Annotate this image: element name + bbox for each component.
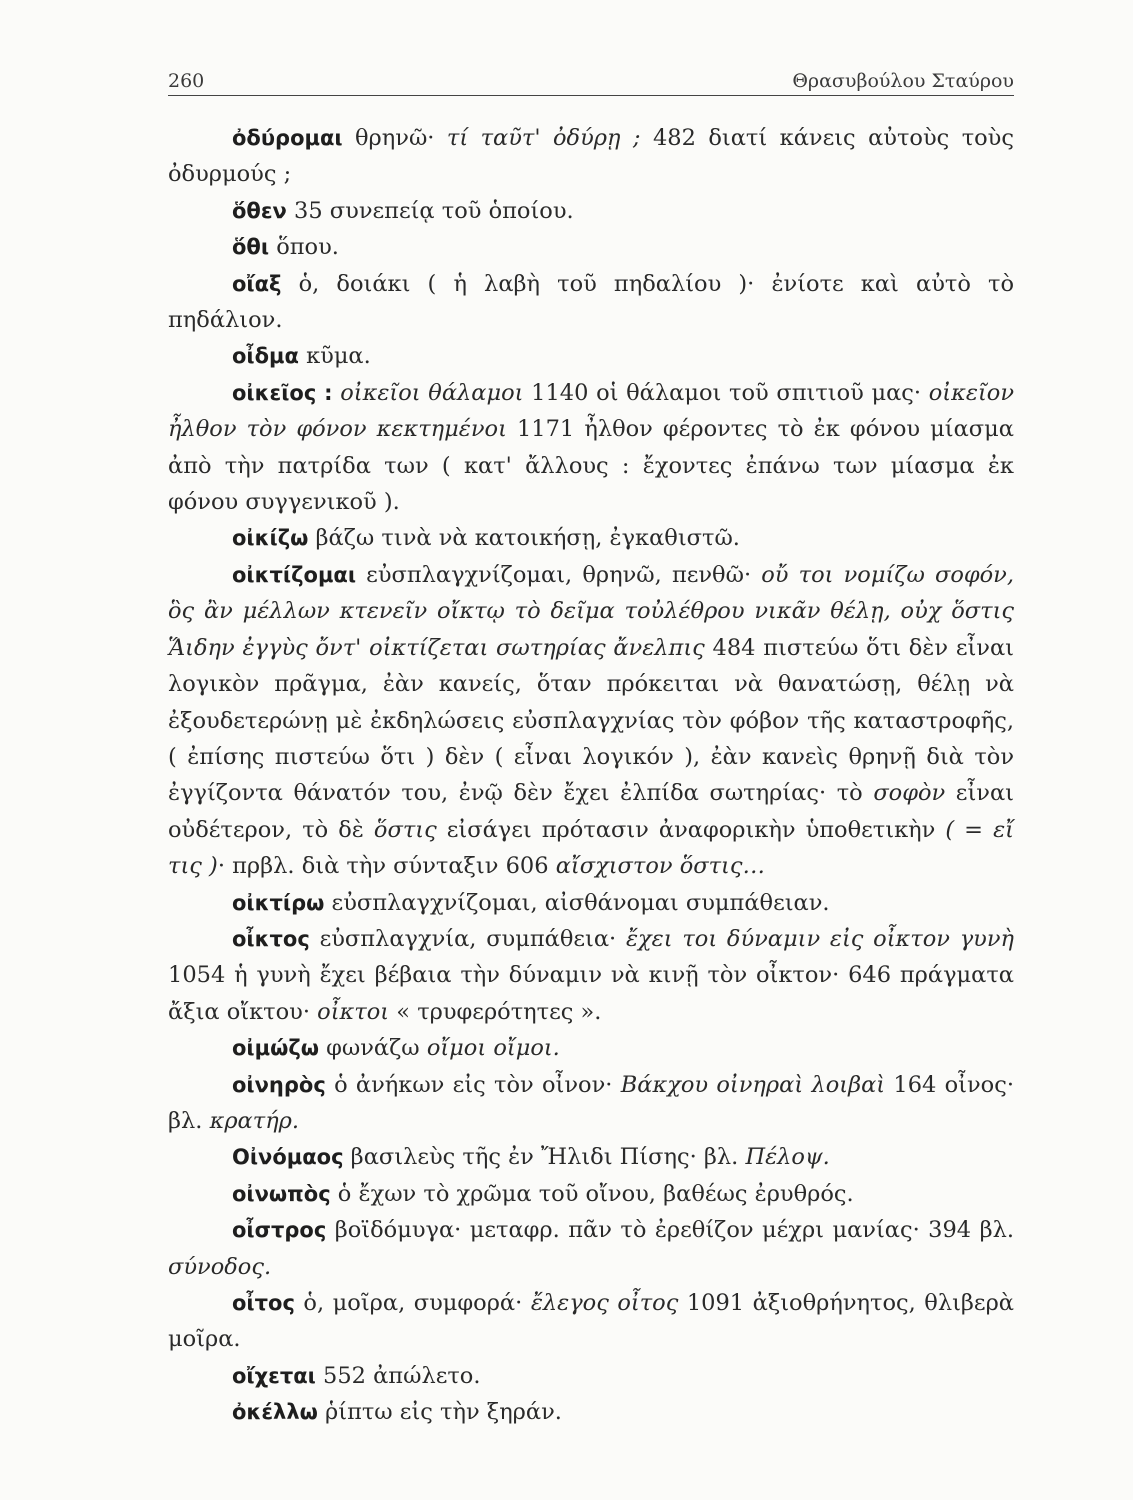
entry-definition: βοϊδόμυγα· μεταφρ. πᾶν τὸ ἐρεθίζον μέχρι μανίας· 394 βλ. <box>326 1217 1014 1244</box>
entry-headword: οἰνηρὸς <box>232 1072 326 1097</box>
glossary-entries <box>168 120 1014 1431</box>
entry-definition: ὁ, δοιάκι ( ἡ λαβὴ τοῦ πηδαλίου )· ἐνίοτε καὶ αὐτὸ τὸ πηδάλιον. <box>168 270 1014 334</box>
glossary-entry <box>168 1358 1014 1394</box>
entry-definition: 1054 ἡ γυνὴ ἔχει βέβαια τὴν δύναμιν νὰ κινῇ τὸν οἶκτον· 646 πράγματα ἄξια οἴκτου· <box>168 962 1014 1025</box>
entry-quotation: αἴσχιστον ὅστις… <box>555 853 765 880</box>
entry-headword: οἰκεῖος : <box>232 380 333 405</box>
glossary-entry <box>168 520 1014 556</box>
entry-headword: οἶδμα <box>232 344 299 369</box>
entry-quotation: ὅστις <box>373 816 437 843</box>
entry-quotation: οἴμοι οἴμοι. <box>426 1035 560 1062</box>
entry-definition: βασιλεὺς τῆς ἐν Ἤλιδι Πίσης· βλ. <box>343 1144 746 1171</box>
entry-quotation: σοφὸν <box>873 780 946 807</box>
entry-definition: εὐσπλαγχνία, συμπάθεια· <box>309 925 626 952</box>
entry-headword: οἶστρος <box>232 1218 327 1243</box>
entry-quotation: Βάκχου οἰνηραὶ λοιβαὶ <box>620 1071 886 1098</box>
entry-definition: « τρυφερότητες ». <box>389 998 602 1025</box>
entry-headword: οἶκτος <box>232 926 310 951</box>
entry-definition: εἰσάγει πρότασιν ἀναφορικὴν ὑποθετικὴν <box>436 816 946 843</box>
entry-definition: ὁ, μοῖρα, συμφορά· <box>294 1290 531 1316</box>
entry-quotation: οἰκεῖον ἦλθον τὸν φόνον κεκτημένοι <box>168 379 1014 443</box>
glossary-entry <box>168 266 1014 339</box>
entry-headword: ὀκέλλω <box>232 1400 318 1425</box>
entry-quotation: οἶκτοι <box>317 998 390 1025</box>
entry-headword: οἶτος <box>232 1291 295 1315</box>
entry-definition: ῥίπτω εἰς τὴν ξηράν. <box>317 1399 562 1426</box>
entry-definition: θρηνῶ· <box>342 125 447 151</box>
header-rule <box>168 95 1014 96</box>
glossary-entry <box>168 1030 1014 1066</box>
entry-headword: οἰκτίζομαι <box>232 562 357 587</box>
entry-definition: 1171 ἦλθον φέροντες τὸ ἐκ φόνου μίασμα ἀπὸ τὴν πατρίδα των ( κατ' ἄλλους : ἔχοντες ἐπάνω των μίασμα ἐκ φόνου συγγενικοῦ ). <box>168 416 1014 516</box>
entry-quotation: οἰκεῖοι θάλαμοι <box>340 379 524 406</box>
entry-definition: 484 πιστεύω ὅτι δὲν εἶναι λογικὸν πρᾶγμα, ἐὰν κανείς, ὅταν πρόκειται νὰ θανατώσῃ, θέλῃ νὰ ἐξουδετερώνῃ μὲ ἐκδηλώσεις εὐσπλαγχνίας τὸν φόβον τῆς καταστροφῆς, ( ἐπίσης πιστεύω ὅτι ) δὲν ( εἶναι λογικόν ), ἐὰν κανεὶς θρηνῇ διὰ τὸν ἐγγίζοντα θάνατόν του, ἐνῷ δὲν ἔχει ἐλπίδα σωτηρίας· τὸ <box>168 634 1014 807</box>
entry-definition: βάζω τινὰ νὰ κατοικήσῃ, ἐγκαθιστῶ. <box>308 525 740 552</box>
glossary-entry <box>168 193 1014 229</box>
entry-definition: 482 διατί κάνεις αὐτοὺς τοὺς ὀδυρμούς ; <box>168 125 1014 188</box>
entry-definition: εἶναι οὐδέτερον, τὸ δὲ <box>168 780 1014 843</box>
glossary-entry <box>168 1067 1014 1140</box>
glossary-entry <box>168 375 1014 521</box>
entry-definition: ὁ ἀνήκων εἰς τὸν οἶνον· <box>325 1071 621 1098</box>
glossary-entry <box>168 1176 1014 1212</box>
page-header <box>168 56 1014 92</box>
entry-quotation: σύνοδος. <box>168 1253 272 1280</box>
glossary-entry <box>168 229 1014 265</box>
entry-headword: οἰμώζω <box>232 1036 319 1061</box>
entry-definition: · πρβλ. διὰ τὴν σύνταξιν 606 <box>217 853 556 880</box>
entry-headword: ὀδύρομαι <box>232 126 343 150</box>
entry-definition: 552 ἀπώλετο. <box>315 1362 481 1389</box>
entry-quotation: Πέλοψ. <box>745 1144 830 1171</box>
glossary-entry <box>168 1285 1014 1358</box>
entry-definition: 1140 οἱ θάλαμοι τοῦ σπιτιοῦ μας· <box>523 379 929 406</box>
entry-headword: Οἰνόμαος <box>232 1145 344 1170</box>
running-title: Θρασυβούλου Σταύρου <box>792 70 1014 92</box>
entry-headword: οἰκτίρω <box>232 890 325 915</box>
entry-definition: ὅπου. <box>269 234 339 261</box>
glossary-entry <box>168 1394 1014 1430</box>
entry-definition: 164 οἶνος· βλ. <box>168 1071 1014 1134</box>
glossary-entry <box>168 1212 1014 1285</box>
entry-definition: κῦμα. <box>298 343 371 370</box>
entry-quotation: οὔ τοι νομίζω σοφόν, ὃς ἂν μέλλων κτενεῖν οἴκτῳ τὸ δεῖμα τοὐλέθρου νικᾶν θέλῃ, οὐχ ὅστις Ἅιδην ἐγγὺς ὄντ' οἰκτίζεται σωτηρίας ἄνελπις <box>168 561 1014 661</box>
glossary-entry <box>168 885 1014 921</box>
entry-headword: οἴχεται <box>232 1363 316 1388</box>
glossary-entry <box>168 557 1014 885</box>
page-number: 260 <box>168 70 205 92</box>
entry-quotation: τί ταῦτ' ὀδύρῃ ; <box>446 125 641 151</box>
entry-definition: εὐσπλαγχνίζομαι, θρηνῶ, πενθῶ· <box>356 561 762 588</box>
glossary-entry <box>168 338 1014 374</box>
entry-quotation: ἔχει τοι δύναμιν εἰς οἶκτον γυνὴ <box>625 925 1014 952</box>
entry-definition: 35 συνεπείᾳ τοῦ ὁποίου. <box>286 197 574 224</box>
glossary-entry <box>168 120 1014 193</box>
entry-definition: φωνάζω <box>318 1035 427 1062</box>
entry-headword: ὅθι <box>232 235 270 260</box>
entry-headword: ὅθεν <box>232 198 287 223</box>
entry-definition: εὐσπλαγχνίζομαι, αἰσθάνομαι συμπάθειαν. <box>324 889 830 916</box>
entry-definition: 1091 ἀξιοθρήνητος, θλιβερὰ μοῖρα. <box>168 1290 1014 1353</box>
entry-headword: οἰκίζω <box>232 526 309 551</box>
entry-definition: ὁ ἔχων τὸ χρῶμα τοῦ οἴνου, βαθέως ἐρυθρός. <box>330 1180 854 1207</box>
entry-headword: οἴαξ <box>232 271 282 296</box>
glossary-entry <box>168 1139 1014 1175</box>
glossary-entry <box>168 921 1014 1030</box>
entry-quotation: ἔλεγος οἶτος <box>530 1290 679 1316</box>
entry-quotation: ( = εἴ τις ) <box>168 816 1014 880</box>
entry-quotation: κρατήρ. <box>209 1107 300 1134</box>
entry-headword: οἰνωπὸς <box>232 1181 331 1206</box>
